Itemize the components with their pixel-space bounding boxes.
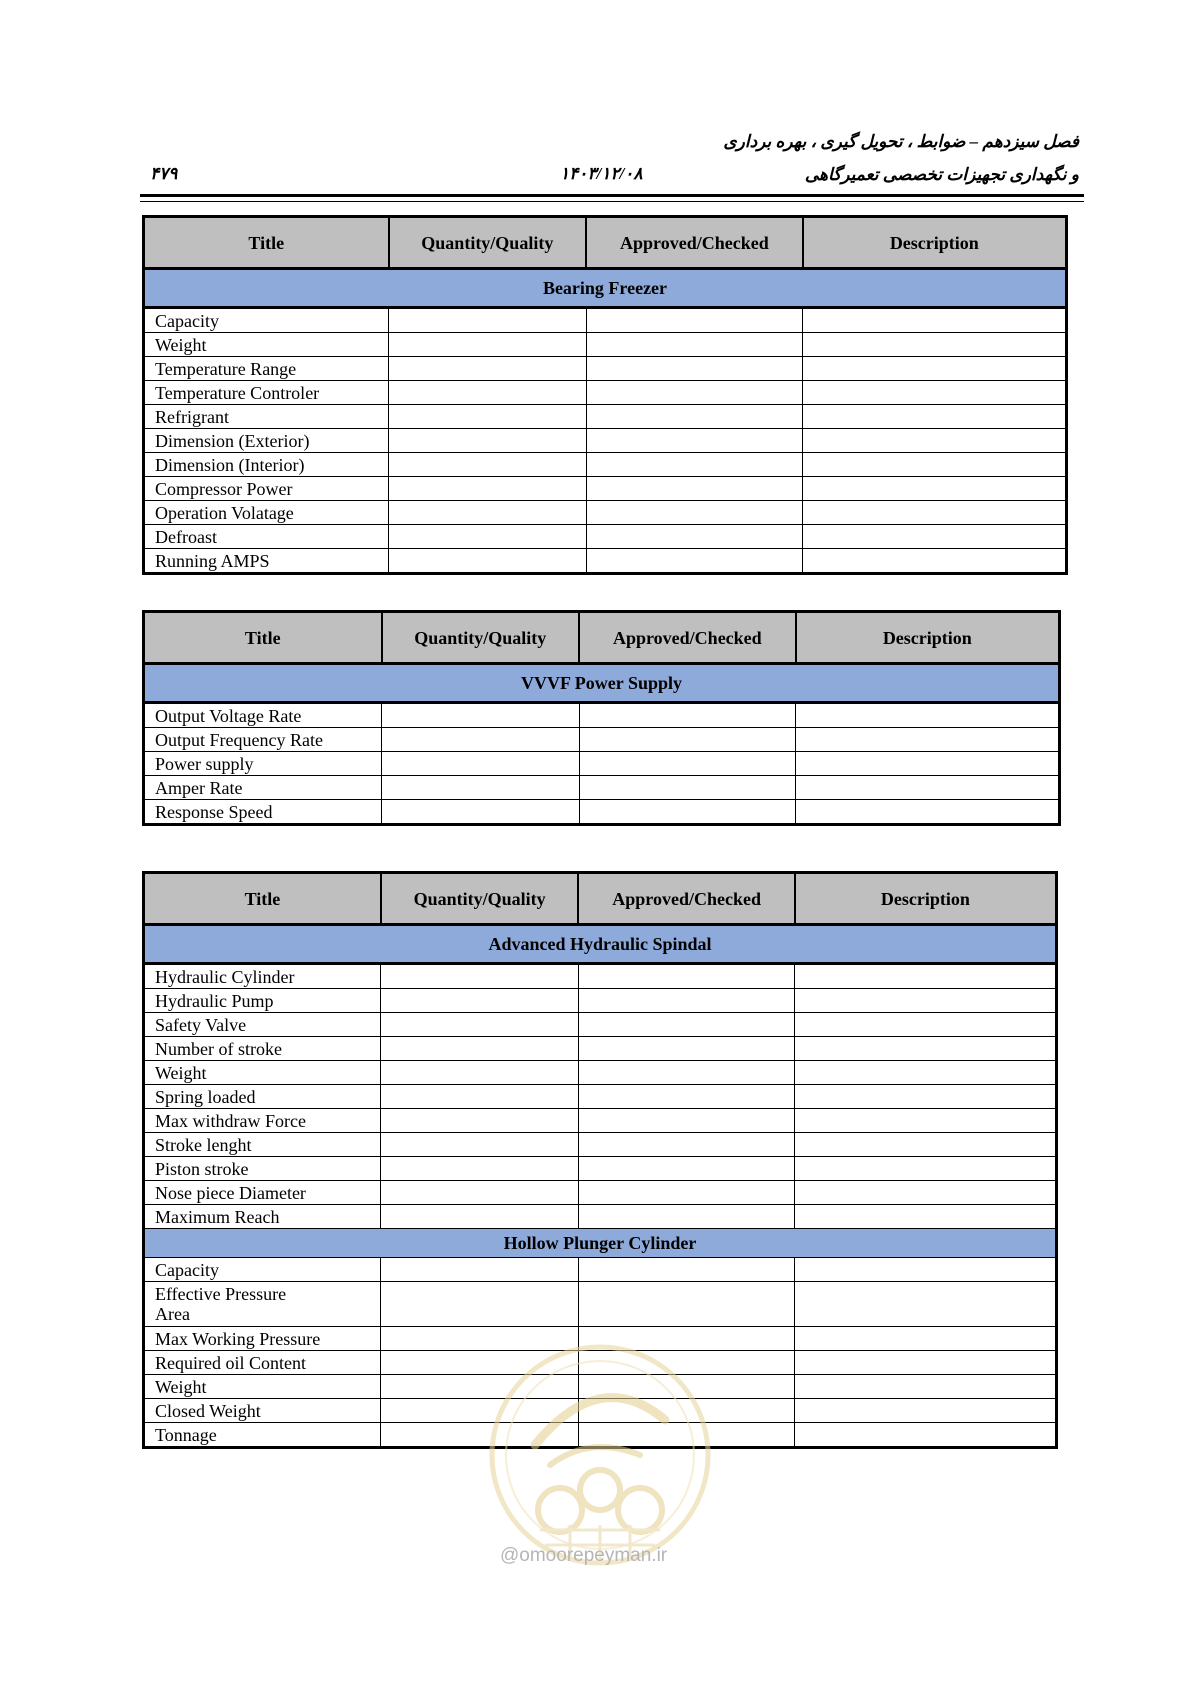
description-cell[interactable]: [803, 549, 1067, 574]
approved-cell[interactable]: [586, 333, 803, 357]
table-row: [144, 776, 1060, 800]
column-header: Quantity/Quality: [389, 217, 587, 269]
approved-cell[interactable]: [586, 357, 803, 381]
table-row: [144, 308, 1067, 333]
chapter-title-line1: فصل سیزدهم – ضوابط ، تحویل گیری ، بهره برداری: [723, 132, 1079, 151]
quantity-cell[interactable]: [389, 525, 587, 549]
description-cell[interactable]: [795, 964, 1057, 989]
description-cell[interactable]: [796, 703, 1060, 728]
description-cell[interactable]: [795, 1423, 1057, 1448]
description-cell[interactable]: [795, 1133, 1057, 1157]
column-header: Title: [144, 873, 381, 925]
description-cell[interactable]: [796, 776, 1060, 800]
row-title: Capacity: [144, 308, 389, 333]
column-header: Description: [803, 217, 1067, 269]
approved-cell[interactable]: [578, 1061, 794, 1085]
approved-cell[interactable]: [586, 501, 803, 525]
table-row: [144, 1258, 1057, 1282]
quantity-cell[interactable]: [381, 1133, 578, 1157]
spec-table-bearing-freezer: [142, 215, 1068, 575]
approved-cell[interactable]: [578, 1013, 794, 1037]
column-header: Description: [795, 873, 1057, 925]
approved-cell[interactable]: [578, 964, 794, 989]
approved-cell[interactable]: [578, 1181, 794, 1205]
column-header: Quantity/Quality: [381, 873, 578, 925]
table-row: [144, 405, 1067, 429]
header-rule-thin: [140, 201, 1084, 202]
approved-cell[interactable]: [578, 1085, 794, 1109]
row-title: Number of stroke: [144, 1037, 381, 1061]
column-header: Approved/Checked: [578, 873, 794, 925]
quantity-cell[interactable]: [389, 501, 587, 525]
approved-cell[interactable]: [578, 1109, 794, 1133]
approved-cell[interactable]: [586, 453, 803, 477]
section-title: Advanced Hydraulic Spindal: [144, 925, 1057, 964]
description-cell[interactable]: [803, 381, 1067, 405]
table-row: [144, 1109, 1057, 1133]
column-header: Approved/Checked: [586, 217, 803, 269]
description-cell[interactable]: [803, 357, 1067, 381]
header-rule-thick: [140, 194, 1084, 197]
chapter-title-line2: و نگهداری تجهیزات تخصصی تعمیرگاهی: [804, 165, 1079, 184]
table-row: [144, 501, 1067, 525]
quantity-cell[interactable]: [382, 728, 580, 752]
description-cell[interactable]: [796, 752, 1060, 776]
table-row: [144, 429, 1067, 453]
section-header-row: [144, 1229, 1057, 1258]
quantity-cell[interactable]: [389, 549, 587, 574]
quantity-cell[interactable]: [381, 1085, 578, 1109]
row-title: Safety Valve: [144, 1013, 381, 1037]
column-header-row: [144, 873, 1057, 925]
description-cell[interactable]: [795, 1037, 1057, 1061]
description-cell[interactable]: [795, 1013, 1057, 1037]
row-title: Operation Volatage: [144, 501, 389, 525]
description-cell[interactable]: [795, 1399, 1057, 1423]
table-row: [144, 728, 1060, 752]
column-header-row: [144, 217, 1067, 269]
approved-cell[interactable]: [586, 405, 803, 429]
description-cell[interactable]: [795, 1351, 1057, 1375]
quantity-cell[interactable]: [381, 1013, 578, 1037]
row-title: Output Frequency Rate: [144, 728, 382, 752]
description-cell[interactable]: [803, 333, 1067, 357]
row-title: Power supply: [144, 752, 382, 776]
column-header: Quantity/Quality: [382, 612, 580, 664]
description-cell[interactable]: [795, 1109, 1057, 1133]
quantity-cell[interactable]: [381, 1282, 578, 1327]
row-title: Output Voltage Rate: [144, 703, 382, 728]
table-row: [144, 1181, 1057, 1205]
table-row: [144, 453, 1067, 477]
description-cell[interactable]: [795, 1085, 1057, 1109]
approved-cell[interactable]: [586, 308, 803, 333]
approved-cell[interactable]: [578, 1205, 794, 1229]
row-title: Temperature Range: [144, 357, 389, 381]
description-cell[interactable]: [795, 1327, 1057, 1351]
row-title: Hydraulic Cylinder: [144, 964, 381, 989]
row-title: Capacity: [144, 1258, 381, 1282]
approved-cell[interactable]: [578, 1037, 794, 1061]
row-title: Amper Rate: [144, 776, 382, 800]
section-header-row: [144, 269, 1067, 308]
row-title: Spring loaded: [144, 1085, 381, 1109]
approved-cell[interactable]: [578, 989, 794, 1013]
row-title: Closed Weight: [144, 1399, 381, 1423]
table-row: [144, 703, 1060, 728]
approved-cell[interactable]: [579, 703, 796, 728]
quantity-cell[interactable]: [389, 357, 587, 381]
column-header: Description: [796, 612, 1060, 664]
row-title: Running AMPS: [144, 549, 389, 574]
row-title: Tonnage: [144, 1423, 381, 1448]
quantity-cell[interactable]: [381, 1205, 578, 1229]
row-title: Weight: [144, 1061, 381, 1085]
section-title: Bearing Freezer: [144, 269, 1067, 308]
quantity-cell[interactable]: [381, 1181, 578, 1205]
row-title: Hydraulic Pump: [144, 989, 381, 1013]
quantity-cell[interactable]: [389, 453, 587, 477]
description-cell[interactable]: [795, 989, 1057, 1013]
description-cell[interactable]: [803, 453, 1067, 477]
row-title: Max withdraw Force: [144, 1109, 381, 1133]
quantity-cell[interactable]: [389, 381, 587, 405]
row-title: Nose piece Diameter: [144, 1181, 381, 1205]
quantity-cell[interactable]: [381, 1258, 578, 1282]
description-cell[interactable]: [795, 1375, 1057, 1399]
table-row: [144, 1133, 1057, 1157]
approved-cell[interactable]: [578, 1157, 794, 1181]
description-cell[interactable]: [795, 1258, 1057, 1282]
quantity-cell[interactable]: [381, 1037, 578, 1061]
section-header-row: [144, 664, 1060, 703]
approved-cell[interactable]: [586, 429, 803, 453]
approved-cell[interactable]: [579, 752, 796, 776]
row-title: Weight: [144, 333, 389, 357]
description-cell[interactable]: [803, 308, 1067, 333]
description-cell[interactable]: [803, 429, 1067, 453]
row-title: Dimension (Interior): [144, 453, 389, 477]
description-cell[interactable]: [795, 1061, 1057, 1085]
quantity-cell[interactable]: [382, 776, 580, 800]
table-row: [144, 989, 1057, 1013]
approved-cell[interactable]: [578, 1282, 794, 1327]
approved-cell[interactable]: [578, 1258, 794, 1282]
row-title: Maximum Reach: [144, 1205, 381, 1229]
approved-cell[interactable]: [579, 800, 796, 825]
row-title: Piston stroke: [144, 1157, 381, 1181]
row-title: Dimension (Exterior): [144, 429, 389, 453]
description-cell[interactable]: [796, 728, 1060, 752]
quantity-cell[interactable]: [381, 989, 578, 1013]
table-row: [144, 1157, 1057, 1181]
description-cell[interactable]: [795, 1157, 1057, 1181]
description-cell[interactable]: [796, 800, 1060, 825]
quantity-cell[interactable]: [381, 1109, 578, 1133]
approved-cell[interactable]: [586, 477, 803, 501]
approved-cell[interactable]: [579, 776, 796, 800]
row-title: Required oil Content: [144, 1351, 381, 1375]
row-title: Temperature Controler: [144, 381, 389, 405]
spec-table-vvvf-power-supply: [142, 610, 1061, 826]
table-row: [144, 525, 1067, 549]
column-header-row: [144, 612, 1060, 664]
approved-cell[interactable]: [586, 525, 803, 549]
table-row: [144, 1085, 1057, 1109]
quantity-cell[interactable]: [389, 477, 587, 501]
column-header: Title: [144, 612, 382, 664]
table-row: [144, 1037, 1057, 1061]
table-row: [144, 549, 1067, 574]
quantity-cell[interactable]: [382, 752, 580, 776]
approved-cell[interactable]: [586, 549, 803, 574]
table-row: [144, 357, 1067, 381]
quantity-cell[interactable]: [382, 800, 580, 825]
table-row: [144, 964, 1057, 989]
description-cell[interactable]: [803, 405, 1067, 429]
table-row: [144, 477, 1067, 501]
description-cell[interactable]: [803, 525, 1067, 549]
quantity-cell[interactable]: [381, 964, 578, 989]
table-row: [144, 752, 1060, 776]
table-row: [144, 381, 1067, 405]
quantity-cell[interactable]: [381, 1061, 578, 1085]
row-title: Response Speed: [144, 800, 382, 825]
quantity-cell[interactable]: [382, 703, 580, 728]
row-title: Weight: [144, 1375, 381, 1399]
quantity-cell[interactable]: [389, 405, 587, 429]
table-row: [144, 1205, 1057, 1229]
row-title: Stroke lenght: [144, 1133, 381, 1157]
section-title: VVVF Power Supply: [144, 664, 1060, 703]
table-row: [144, 1013, 1057, 1037]
quantity-cell[interactable]: [381, 1157, 578, 1181]
table-row: [144, 1282, 1057, 1327]
watermark-site: @omoorepeyman.ir: [500, 1545, 668, 1566]
approved-cell[interactable]: [579, 728, 796, 752]
description-cell[interactable]: [803, 501, 1067, 525]
description-cell[interactable]: [803, 477, 1067, 501]
description-cell[interactable]: [795, 1181, 1057, 1205]
row-title: Max Working Pressure: [144, 1327, 381, 1351]
quantity-cell[interactable]: [389, 308, 587, 333]
approved-cell[interactable]: [586, 381, 803, 405]
quantity-cell[interactable]: [389, 429, 587, 453]
approved-cell[interactable]: [578, 1133, 794, 1157]
row-title: Effective Pressure Area: [144, 1282, 381, 1327]
table-row: [144, 1061, 1057, 1085]
document-date: ۱۴۰۳/۱۲/۰۸: [560, 164, 643, 183]
row-title: Compressor Power: [144, 477, 389, 501]
row-title: Refrigrant: [144, 405, 389, 429]
section-header-row: [144, 925, 1057, 964]
page-number: ۴۷۹: [150, 164, 178, 183]
description-cell[interactable]: [795, 1205, 1057, 1229]
row-title: Defroast: [144, 525, 389, 549]
table-row: [144, 800, 1060, 825]
section-title: Hollow Plunger Cylinder: [144, 1229, 1057, 1258]
table-row: [144, 333, 1067, 357]
column-header: Approved/Checked: [579, 612, 796, 664]
quantity-cell[interactable]: [389, 333, 587, 357]
description-cell[interactable]: [795, 1282, 1057, 1327]
column-header: Title: [144, 217, 389, 269]
